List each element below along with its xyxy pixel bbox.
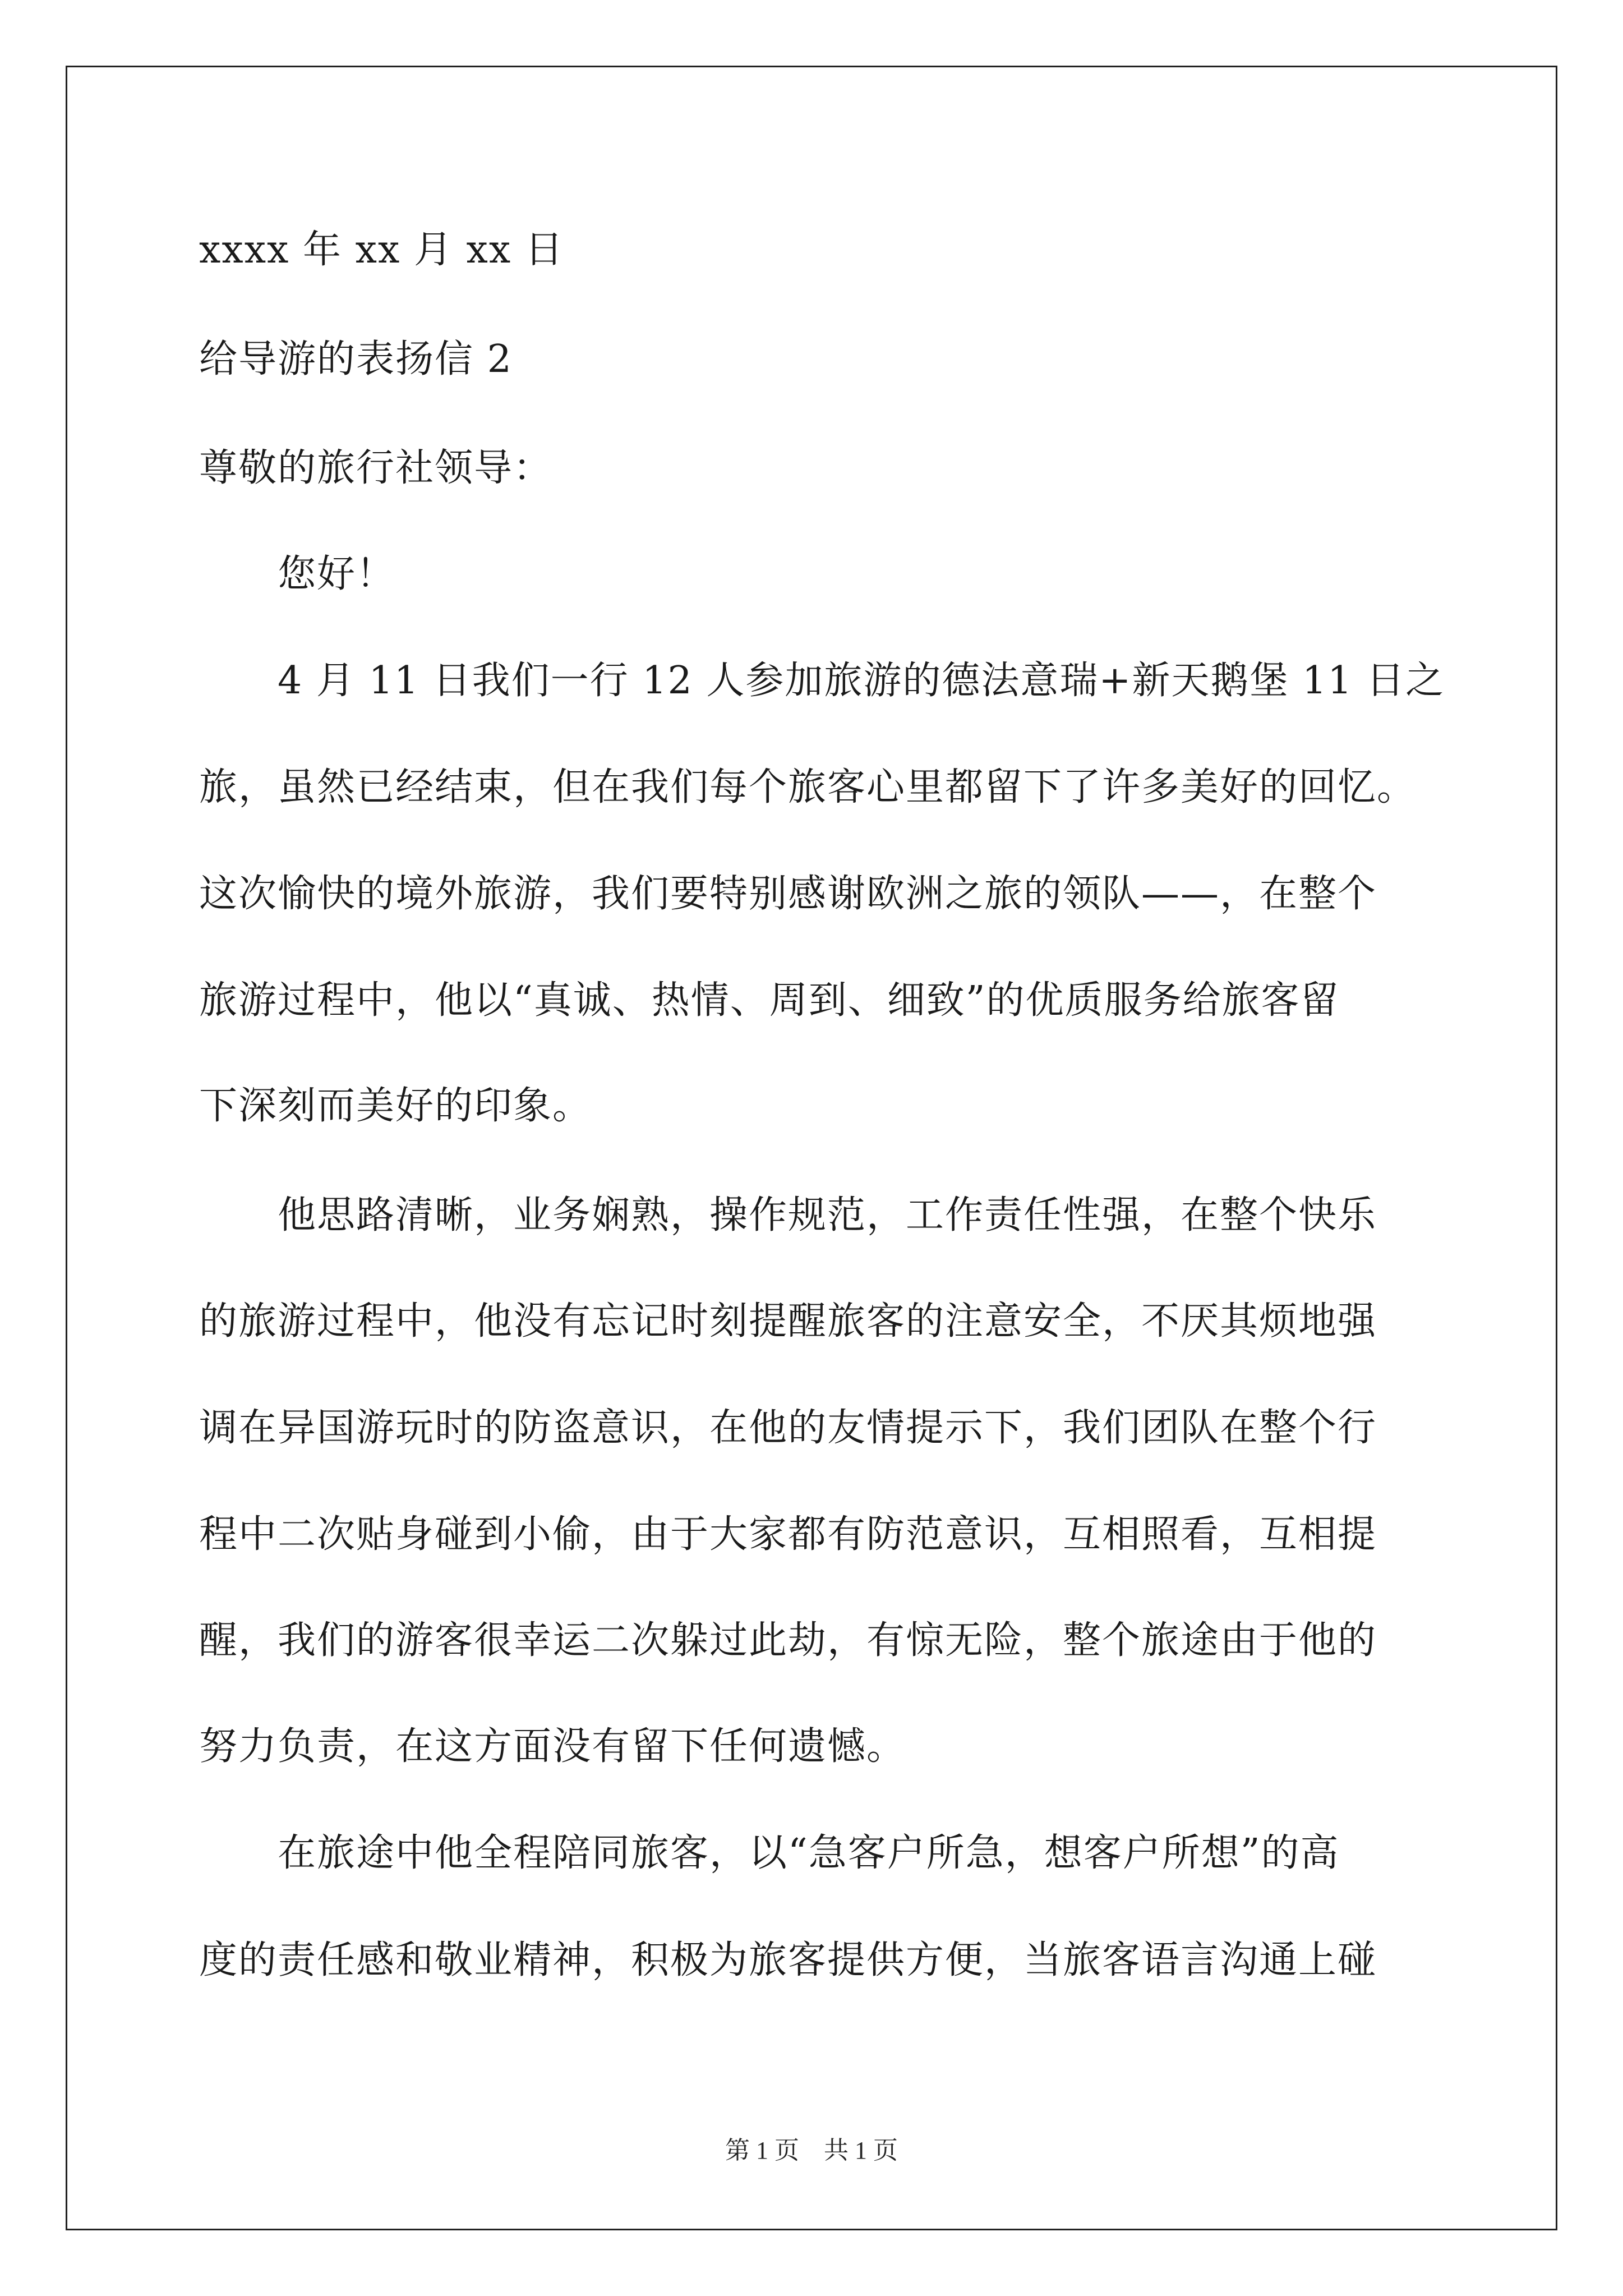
paragraph-1-line: 旅，虽然已经结束，但在我们每个旅客心里都留下了许多美好的回忆。: [199, 765, 1417, 809]
page-number-footer: 第 1 页 共 1 页: [725, 2137, 898, 2164]
paragraph-2-line: 程中二次贴身碰到小偷，由于大家都有防范意识，互相照看，互相提: [199, 1512, 1377, 1557]
paragraph-3-line: 度的责任感和敬业精神，积极为旅客提供方便，当旅客语言沟通上碰: [199, 1938, 1377, 1982]
greeting: 您好！: [278, 552, 396, 596]
salutation: 尊敬的旅行社领导：: [199, 446, 553, 490]
paragraph-1-line: 旅游过程中，他以“真诚、热情、周到、细致”的优质服务给旅客留: [199, 978, 1340, 1023]
paragraph-2-line: 醒，我们的游客很幸运二次躲过此劫，有惊无险，整个旅途由于他的: [199, 1618, 1377, 1663]
paragraph-1-line: 4 月 11 日我们一行 12 人参加旅游的德法意瑞+新天鹅堡 11 日之: [278, 659, 1445, 703]
paragraph-2-line: 努力负责，在这方面没有留下任何遗憾。: [199, 1724, 906, 1769]
paragraph-2-line: 调在异国游玩时的防盗意识，在他的友情提示下，我们团队在整个行: [199, 1406, 1377, 1450]
paragraph-1-line: 下深刻而美好的印象。: [199, 1084, 592, 1128]
paragraph-2-line: 他思路清晰，业务娴熟，操作规范，工作责任性强，在整个快乐: [278, 1193, 1377, 1237]
paragraph-1-line: 这次愉快的境外旅游，我们要特别感谢欧洲之旅的领队——，在整个: [199, 872, 1377, 916]
paragraph-3-line: 在旅途中他全程陪同旅客，以“急客户所急，想客户所想”的高: [278, 1831, 1340, 1875]
date-line: xxxx 年 xx 月 xx 日: [199, 228, 564, 272]
page-border: [66, 66, 1557, 2230]
letter-title: 给导游的表扬信 2: [199, 337, 513, 381]
paragraph-2-line: 的旅游过程中，他没有忘记时刻提醒旅客的注意安全，不厌其烦地强: [199, 1299, 1377, 1343]
